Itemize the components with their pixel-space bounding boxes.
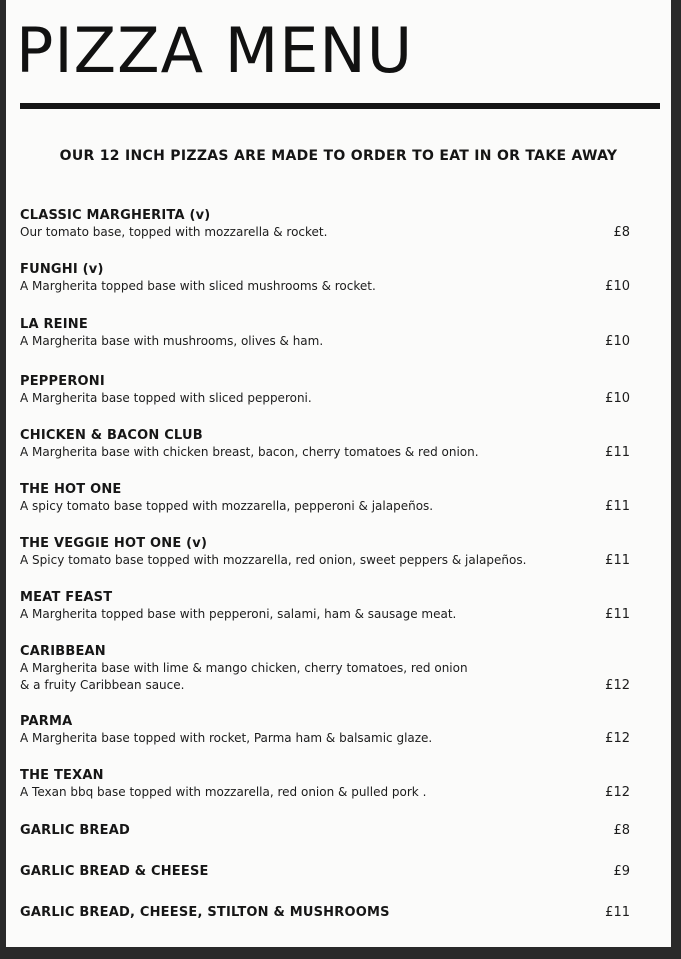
menu-item-parma <box>20 713 630 747</box>
menu-item-the-hot-one <box>20 481 630 515</box>
item-name: CARIBBEAN <box>20 644 106 659</box>
item-name: CHICKEN & BACON CLUB <box>20 428 203 443</box>
item-name: THE HOT ONE <box>20 482 122 497</box>
item-name: CLASSIC MARGHERITA (v) <box>20 208 211 223</box>
item-price: £11 <box>605 607 630 622</box>
item-name: MEAT FEAST <box>20 590 113 605</box>
title-divider <box>20 103 660 109</box>
menu-item-garlic-bread-stilton <box>20 904 630 921</box>
item-description: A Margherita topped base with sliced mushrooms & rocket. <box>20 279 376 293</box>
item-price: £9 <box>613 864 630 879</box>
item-price: £8 <box>613 225 630 240</box>
menu-item-funghi <box>20 261 630 295</box>
item-name: THE VEGGIE HOT ONE (v) <box>20 536 208 551</box>
menu-item-garlic-bread <box>20 822 630 839</box>
item-price: £11 <box>605 905 630 920</box>
item-name: FUNGHI (v) <box>20 262 104 277</box>
item-description: A Margherita base with lime & mango chicken, cherry tomatoes, red onion & a fruity Caribbean sauce. <box>20 661 468 692</box>
menu-subtitle: OUR 12 INCH PIZZAS ARE MADE TO ORDER TO EAT IN OR TAKE AWAY <box>59 148 618 164</box>
item-price: £8 <box>613 823 630 838</box>
menu-item-garlic-bread-cheese <box>20 863 630 880</box>
item-description: A Margherita base topped with sliced pepperoni. <box>20 391 312 405</box>
item-description: A Margherita topped base with pepperoni, salami, ham & sausage meat. <box>20 607 457 621</box>
menu-item-chicken-bacon-club <box>20 427 630 461</box>
item-name: LA REINE <box>20 317 88 332</box>
item-price: £10 <box>605 334 630 349</box>
item-name: THE TEXAN <box>20 768 104 783</box>
item-price: £10 <box>605 279 630 294</box>
page-bottom-edge <box>0 947 681 959</box>
item-price: £12 <box>605 731 630 746</box>
item-price: £10 <box>605 391 630 406</box>
menu-item-caribbean <box>20 643 630 694</box>
menu-item-pepperoni <box>20 373 630 407</box>
menu-item-veggie-hot-one <box>20 535 630 569</box>
item-description: A Spicy tomato base topped with mozzarella, red onion, sweet peppers & jalapeños. <box>20 553 527 567</box>
item-price: £12 <box>605 785 630 800</box>
menu-title: PIZZA MENU <box>16 14 414 87</box>
menu-item-meat-feast <box>20 589 630 623</box>
item-price: £11 <box>605 553 630 568</box>
menu-item-the-texan <box>20 767 630 801</box>
item-price: £11 <box>605 445 630 460</box>
item-name: PEPPERONI <box>20 374 105 389</box>
item-name: GARLIC BREAD <box>20 823 130 838</box>
item-description: A Texan bbq base topped with mozzarella, red onion & pulled pork . <box>20 785 427 799</box>
menu-item-classic-margherita <box>20 207 630 241</box>
menu-item-la-reine <box>20 316 630 350</box>
menu-page <box>6 0 671 947</box>
item-description: A Margherita base with chicken breast, bacon, cherry tomatoes & red onion. <box>20 445 479 459</box>
item-price: £11 <box>605 499 630 514</box>
item-description: Our tomato base, topped with mozzarella & rocket. <box>20 225 328 239</box>
item-price: £12 <box>605 678 630 693</box>
item-name: GARLIC BREAD, CHEESE, STILTON & MUSHROOMS <box>20 905 390 920</box>
item-description: A spicy tomato base topped with mozzarella, pepperoni & jalapeños. <box>20 499 434 513</box>
item-name: GARLIC BREAD & CHEESE <box>20 864 209 879</box>
item-description: A Margherita base topped with rocket, Parma ham & balsamic glaze. <box>20 731 433 745</box>
item-name: PARMA <box>20 714 73 729</box>
item-description: A Margherita base with mushrooms, olives & ham. <box>20 334 324 348</box>
